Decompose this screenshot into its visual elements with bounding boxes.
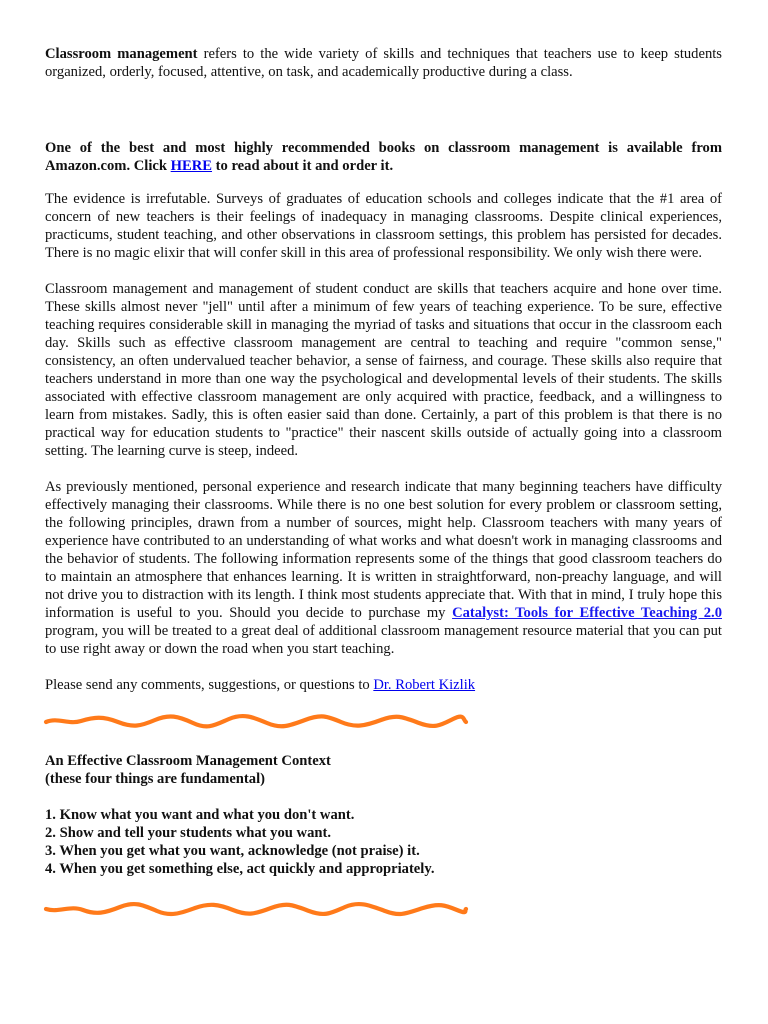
here-link[interactable]: HERE xyxy=(170,158,213,174)
context-heading xyxy=(45,752,722,788)
promo-text-before: One of the best and most highly recommended books on classroom management is available from Amazon.com. Click xyxy=(45,140,722,174)
evidence-paragraph: The evidence is irrefutable. Surveys of graduates of education schools and colleges indicate that the #1 area of concern of new teachers is their feelings of inadequacy in managing classrooms. Despite clinical experiences, practicums, student teaching, and other observations in classroom settings, this problem has persisted for decades. There is no magic elixir that will confer skill in this area of professional responsibility. We only wish there were. xyxy=(45,191,722,261)
mentioned-text-before: As previously mentioned, personal experience and research indicate that many beginning teachers have difficulty effectively managing their classrooms. While there is no one best solution for every problem or classroom setting, the following principles, drawn from a number of sources, might help. Classroom teachers with many years of experience have contributed to an understanding of what works and what doesn't work in managing classrooms and the behavior of students. The following information represents some of the things that good classroom teachers do to maintain an atmosphere that enhances learning. It is written in straightforward, non-preachy language, and will not drive you to distraction with its length. I think most students appreciate that. With that in mind, I truly hope this information is useful to you. Should you decide to purchase my xyxy=(45,479,722,621)
mentioned-paragraph xyxy=(45,478,722,658)
promo-text-after: to read about it and order it. xyxy=(212,158,394,174)
author-link[interactable]: Dr. Robert Kizlik xyxy=(373,677,476,693)
intro-paragraph xyxy=(45,45,722,81)
catalyst-link[interactable]: Catalyst: Tools for Effective Teaching 2.0 xyxy=(452,605,722,621)
book-promo xyxy=(45,139,722,175)
mentioned-text-after: program, you will be treated to a great deal of additional classroom management resource material that you can put to use right away or down the road when you start teaching. xyxy=(45,623,722,657)
fundamentals-list xyxy=(45,806,722,878)
list-item: 2. Show and tell your students what you want. xyxy=(45,825,331,841)
skills-paragraph: Classroom management and management of student conduct are skills that teachers acquire and hone over time. These skills almost never "jell" until after a minimum of few years of teaching experience. To be sure, effective teaching requires considerable skill in managing the myriad of tasks and situations that occur in the classroom each day. Skills such as effective classroom management are central to teaching and require "common sense," consistency, an often undervalued teacher behavior, a sense of fairness, and courage. These skills also require that teachers understand in more than one way the psychological and developmental levels of their students. The skills associated with effective classroom management are only acquired with practice, feedback, and a willingness to learn from mistakes. Sadly, this is often easier said than done. Certainly, a part of this problem is that there is no practical way for education students to "practice" their nascent skills outside of actually going into a classroom setting. The learning curve is steep, indeed. xyxy=(45,281,722,459)
list-item: 4. When you get something else, act quickly and appropriately. xyxy=(45,861,435,877)
context-title: An Effective Classroom Management Context xyxy=(45,753,331,769)
list-item: 3. When you get what you want, acknowledge (not praise) it. xyxy=(45,843,420,859)
intro-term: Classroom management xyxy=(45,46,198,62)
contact-text: Please send any comments, suggestions, or questions to xyxy=(45,677,374,693)
divider-squiggle-top xyxy=(43,710,469,732)
divider-squiggle-bottom xyxy=(43,898,469,920)
context-subtitle: (these four things are fundamental) xyxy=(45,771,265,787)
contact-paragraph xyxy=(45,676,722,694)
list-item: 1. Know what you want and what you don't want. xyxy=(45,807,355,823)
intro-text: refers to the wide variety of skills and techniques that teachers use to keep students organized, orderly, focused, attentive, on task, and academically productive during a class. xyxy=(45,46,722,80)
